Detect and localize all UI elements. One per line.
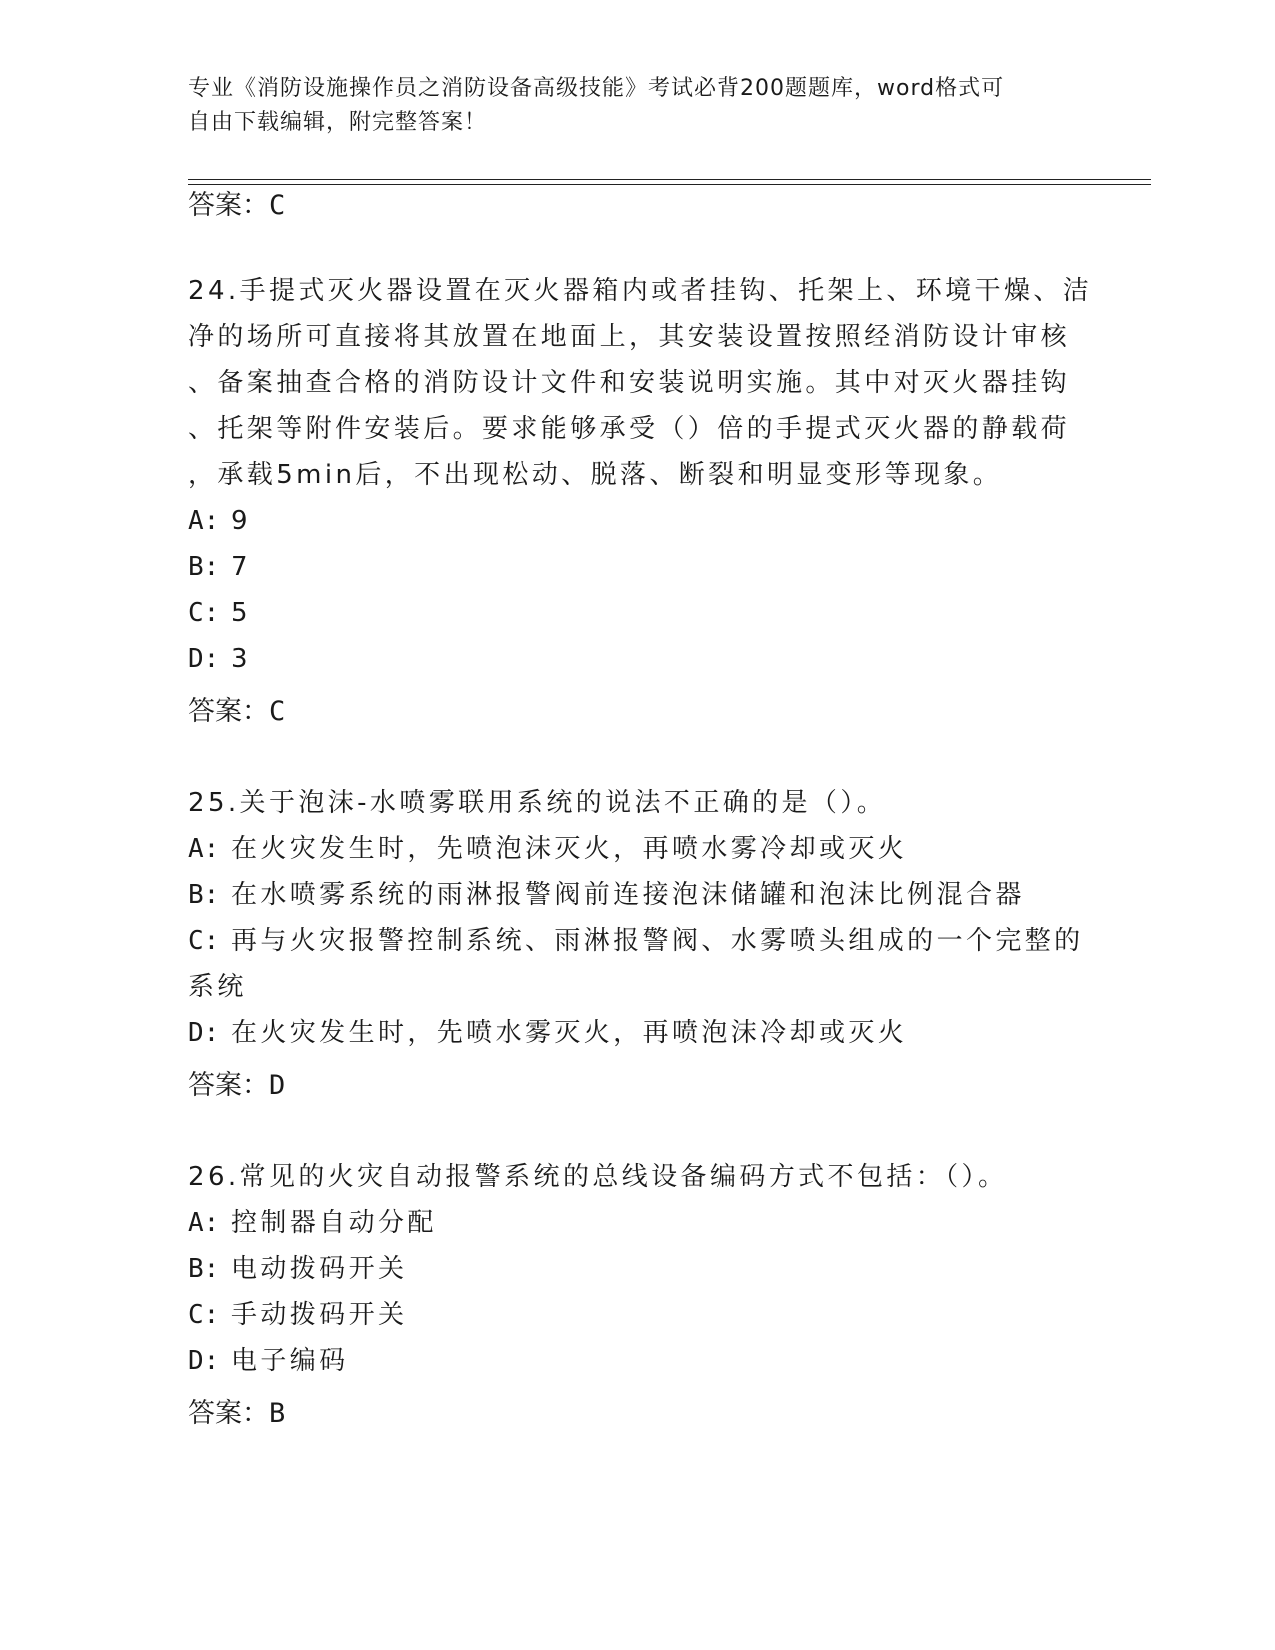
question-24-option-b: B: 7 <box>188 552 251 582</box>
question-25-option-a: A: 在火灾发生时，先喷泡沫灭火，再喷水雾冷却或灭火 <box>188 834 908 864</box>
answer-label: 答案： <box>188 1070 269 1101</box>
answer-key: C <box>269 696 286 727</box>
header-line-1: 专业《消防设施操作员之消防设备高级技能》考试必背200题题库，word格式可 <box>188 76 1005 101</box>
question-25-text <box>188 780 886 826</box>
prev-answer <box>188 188 285 224</box>
question-line: 、备案抽查合格的消防设计文件和安装说明实施。其中对灭火器挂钩 <box>188 368 1071 398</box>
question-26-option-a: A: 控制器自动分配 <box>188 1208 437 1238</box>
question-line: 净的场所可直接将其放置在地面上，其安装设置按照经消防设计审核 <box>188 322 1071 352</box>
answer-label: 答案： <box>188 1398 269 1429</box>
question-26-option-b: B: 电动拨码开关 <box>188 1254 408 1284</box>
question-25-option-c: C: 再与火灾报警控制系统、雨淋报警阀、水雾喷头组成的一个完整的 <box>188 926 1084 956</box>
question-line: 24.手提式灭火器设置在灭火器箱内或者挂钩、托架上、环境干燥、洁 <box>188 276 1093 306</box>
header-line-2: 自由下载编辑，附完整答案！ <box>188 110 488 135</box>
question-25-answer <box>188 1068 285 1104</box>
question-24-answer <box>188 694 285 730</box>
question-25-option-d: D: 在火灾发生时，先喷水雾灭火，再喷泡沫冷却或灭火 <box>188 1018 908 1048</box>
question-26-text <box>188 1154 1007 1200</box>
question-24-option-d: D: 3 <box>188 644 251 674</box>
question-24-option-a: A: 9 <box>188 506 251 536</box>
header-rule-top <box>188 179 1151 180</box>
question-24-option-c: C: 5 <box>188 598 251 628</box>
question-26-option-c: C: 手动拨码开关 <box>188 1300 408 1330</box>
question-26-option-d: D: 电子编码 <box>188 1346 349 1376</box>
header-rule-bottom <box>188 184 1151 185</box>
page-header <box>188 72 1068 140</box>
question-25-option-c-continued: 系统 <box>188 972 247 1002</box>
answer-label: 答案： <box>188 190 269 221</box>
question-25-option-b: B: 在水喷雾系统的雨淋报警阀前连接泡沫储罐和泡沫比例混合器 <box>188 880 1025 910</box>
question-24-text <box>188 268 1092 498</box>
question-26-answer <box>188 1396 285 1432</box>
question-line: ，承载5min后，不出现松动、脱落、断裂和明显变形等现象。 <box>188 460 1003 490</box>
question-line: 25.关于泡沫-水喷雾联用系统的说法不正确的是（）。 <box>188 788 887 818</box>
answer-key: B <box>269 1398 286 1429</box>
answer-label: 答案： <box>188 696 269 727</box>
question-line: 、托架等附件安装后。要求能够承受（）倍的手提式灭火器的静载荷 <box>188 414 1071 444</box>
answer-key: C <box>269 190 286 221</box>
answer-key: D <box>269 1070 286 1101</box>
question-line: 26.常见的火灾自动报警系统的总线设备编码方式不包括：（）。 <box>188 1162 1008 1192</box>
